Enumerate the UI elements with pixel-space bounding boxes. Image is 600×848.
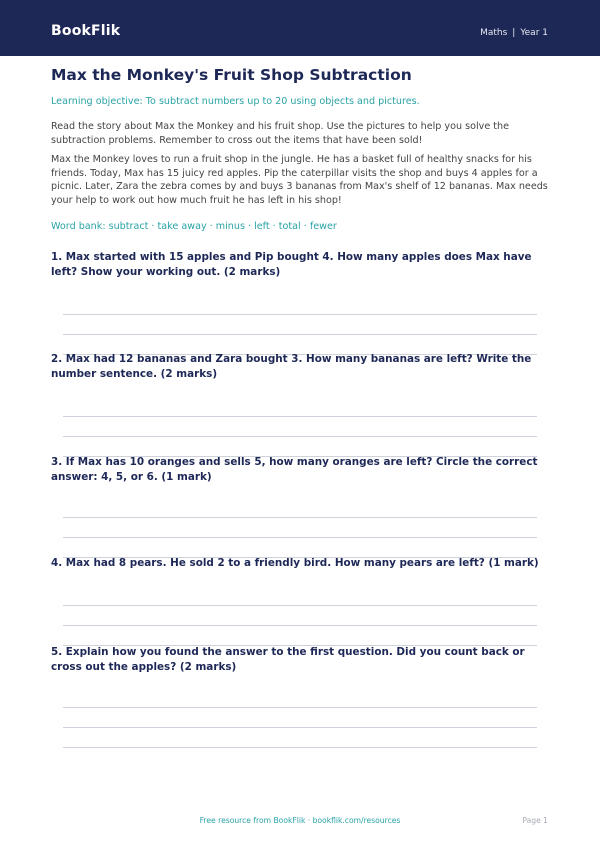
answer-line[interactable] [63,747,537,748]
answer-line[interactable] [63,334,537,335]
question-2: 2. Max had 12 bananas and Zara bought 3. How many bananas are left? Write the number sentence. (2 marks) [51,353,532,380]
year-label: Year 1 [520,28,548,38]
intro-paragraph: Read the story about Max the Monkey and his fruit shop. Use the pictures to help you solve the subtraction problems. Remember to cross out the items that have been sold! [51,121,510,146]
header-meta [480,28,548,38]
question-4: 4. Max had 8 pears. He sold 2 to a friendly bird. How many pears are left? (1 mark) [51,557,539,569]
page-number: Page 1 [522,816,548,825]
answer-line[interactable] [63,517,537,518]
page-footer [0,816,600,830]
learning-objective: Learning objective: To subtract numbers up to 20 using objects and pictures. [51,96,420,107]
answer-line[interactable] [63,416,537,417]
word-bank: Word bank: subtract · take away · minus · left · total · fewer [51,221,337,232]
footer-credit: Free resource from BookFlik · bookflik.com/resources [199,816,401,825]
brand-logo: BookFlik [51,23,121,39]
subject-label: Maths [480,28,508,38]
answer-line[interactable] [63,436,537,437]
answer-line[interactable] [63,537,537,538]
answer-line[interactable] [63,727,537,728]
answer-line[interactable] [63,314,537,315]
meta-separator: | [512,28,516,38]
question-5: 5. Explain how you found the answer to the first question. Did you count back or cross out the apples? (2 marks) [51,646,525,673]
answer-line[interactable] [63,707,537,708]
question-1: 1. Max started with 15 apples and Pip bought 4. How many apples does Max have left? Show your working out. (2 marks) [51,251,532,278]
answer-line[interactable] [63,605,537,606]
story-paragraph: Max the Monkey loves to run a fruit shop in the jungle. He has a basket full of healthy snacks for his friends. Today, Max has 15 juicy red apples. Pip the caterpillar visits the shop and buys 4 apples for a picnic. Later, Zara the zebra comes by and buys 3 bananas from Max's shelf of 12 bananas. Max needs your help to work out how much fruit he has left in his shop! [51,154,548,206]
page-title: Max the Monkey's Fruit Shop Subtraction [51,66,412,84]
page-header [0,0,600,56]
question-3: 3. If Max has 10 oranges and sells 5, how many oranges are left? Circle the correct answer: 4, 5, or 6. (1 mark) [51,456,538,483]
answer-line[interactable] [63,625,537,626]
